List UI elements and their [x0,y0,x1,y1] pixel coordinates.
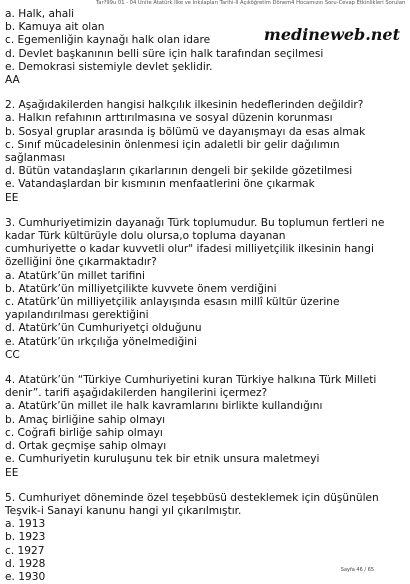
q3-option-a: a. Atatürk’ün millet tarifini [5,269,145,282]
q3-answer: CC [5,348,20,361]
q3-stem-3: cumhuriyette o kadar kuvvetli olur" ifadesi milliyetçilik ilkesinin hangi [5,243,374,256]
q3-option-c: c. Atatürk’ün milliyetçilik anlayışında esasın millî kültür üzerine [5,296,340,309]
q4-option-a: a. Atatürk’ün millet ile halk kavramlarını birlikte kullandığını [5,400,323,413]
q4-option-e: e. Cumhuriyetin kuruluşunu tek bir etnik unsura maletmeyi [5,453,320,466]
q2-option-a: a. Halkın refahının arttırılmasına ve sosyal düzenin korunması [5,112,333,125]
q4-option-d: d. Ortak geçmişe sahip olmayı [5,440,167,453]
q5-stem-2: Teşvik-i Sanayi kanunu hangi yıl çıkarılmıştır. [5,504,242,517]
q2-option-e: e. Vatandaşlardan bir kısmının menfaatlerini öne çıkarmak [5,178,315,191]
q1-option-d: d. Devlet başkanının belli süre için halk tarafından seçilmesi [5,47,324,60]
q4-option-b: b. Amaç birliğine sahip olmayı [5,413,166,426]
q2-stem: 2. Aşağıdakilerden hangisi halkçılık ilkesinin hedeflerinden değildir? [5,99,364,112]
document-content [5,8,405,584]
q5-option-d: d. 1928 [5,557,46,570]
q5-stem-1: 5. Cumhuriyet döneminde özel teşebbüsü desteklemek için düşünülen [5,491,379,504]
q5-option-c: c. 1927 [5,544,45,557]
watermark: medineweb.net [263,25,400,44]
q2-option-b: b. Sosyal gruplar arasında iş bölümü ve dayanışmayı da esas almak [5,125,366,138]
q5-option-a: a. 1913 [5,518,46,531]
q2-answer: EE [5,191,19,204]
q1-option-a: a. Halk, ahali [5,8,75,20]
q1-option-e: e. Demokrasi sistemiyle devlet şeklidir. [5,60,213,73]
q3-option-b: b. Atatürk’ün milliyetçilikte kuvvete önem verdiğini [5,282,277,295]
question-3 [5,217,405,362]
q3-option-d: d. Atatürk’ün Cumhuriyetçi olduğunu [5,322,202,335]
q4-stem-2: denir”. tarifi aşağıdakilerden hangilerini içermez? [5,387,268,400]
question-4 [5,374,405,480]
q1-answer: AA [5,74,20,87]
q4-stem-1: 4. Atatürk’ün “Türkiye Cumhuriyetini kuran Türkiye halkına Türk Milleti [5,374,377,387]
page-number: Sayfa 46 / 65 [340,567,374,573]
q4-option-c: c. Coğrafi birliğe sahip olmayı [5,426,163,439]
q3-option-e: e. Atatürk’ün ırkçılığa yönelmediğini [5,335,197,348]
question-1 [5,8,405,87]
q3-stem-1: 3. Cumhuriyetimizin dayanağı Türk toplumudur. Bu toplumun fertleri ne [5,216,385,229]
q5-option-e: e. 1930 [5,570,46,583]
header-note: Tar?99u 01 - 04 Ünite Atatürk İlke ve İnkılapları Tarihi-II Açıköğretim Dönem4 Hocamızın Soru-Cevap Etkinlikleri Soruları [96,0,406,6]
question-2 [5,99,405,205]
q2-option-d: d. Bütün vatandaşların çıkarlarının dengeli bir şekilde gözetilmesi [5,165,353,178]
q5-option-b: b. 1923 [5,531,46,544]
q3-stem-4: özelliğini öne çıkarmaktadır? [5,256,157,269]
q1-option-b: b. Kamuya ait olan [5,21,105,34]
q2-option-c: c. Sınıf mücadelesinin önlenmesi için adaletli bir gelir dağılımın [5,138,340,151]
q1-option-c: c. Egemenliğin kaynağı halk olan idare [5,34,211,47]
q3-option-c-cont: yapılandırılması gerektiğini [5,309,149,322]
q3-stem-2: kadar Türk kültürüyle dolu olursa,o topluma dayanan [5,230,286,243]
q4-answer: EE [5,466,19,479]
q2-option-c-cont: sağlanması [5,152,66,165]
